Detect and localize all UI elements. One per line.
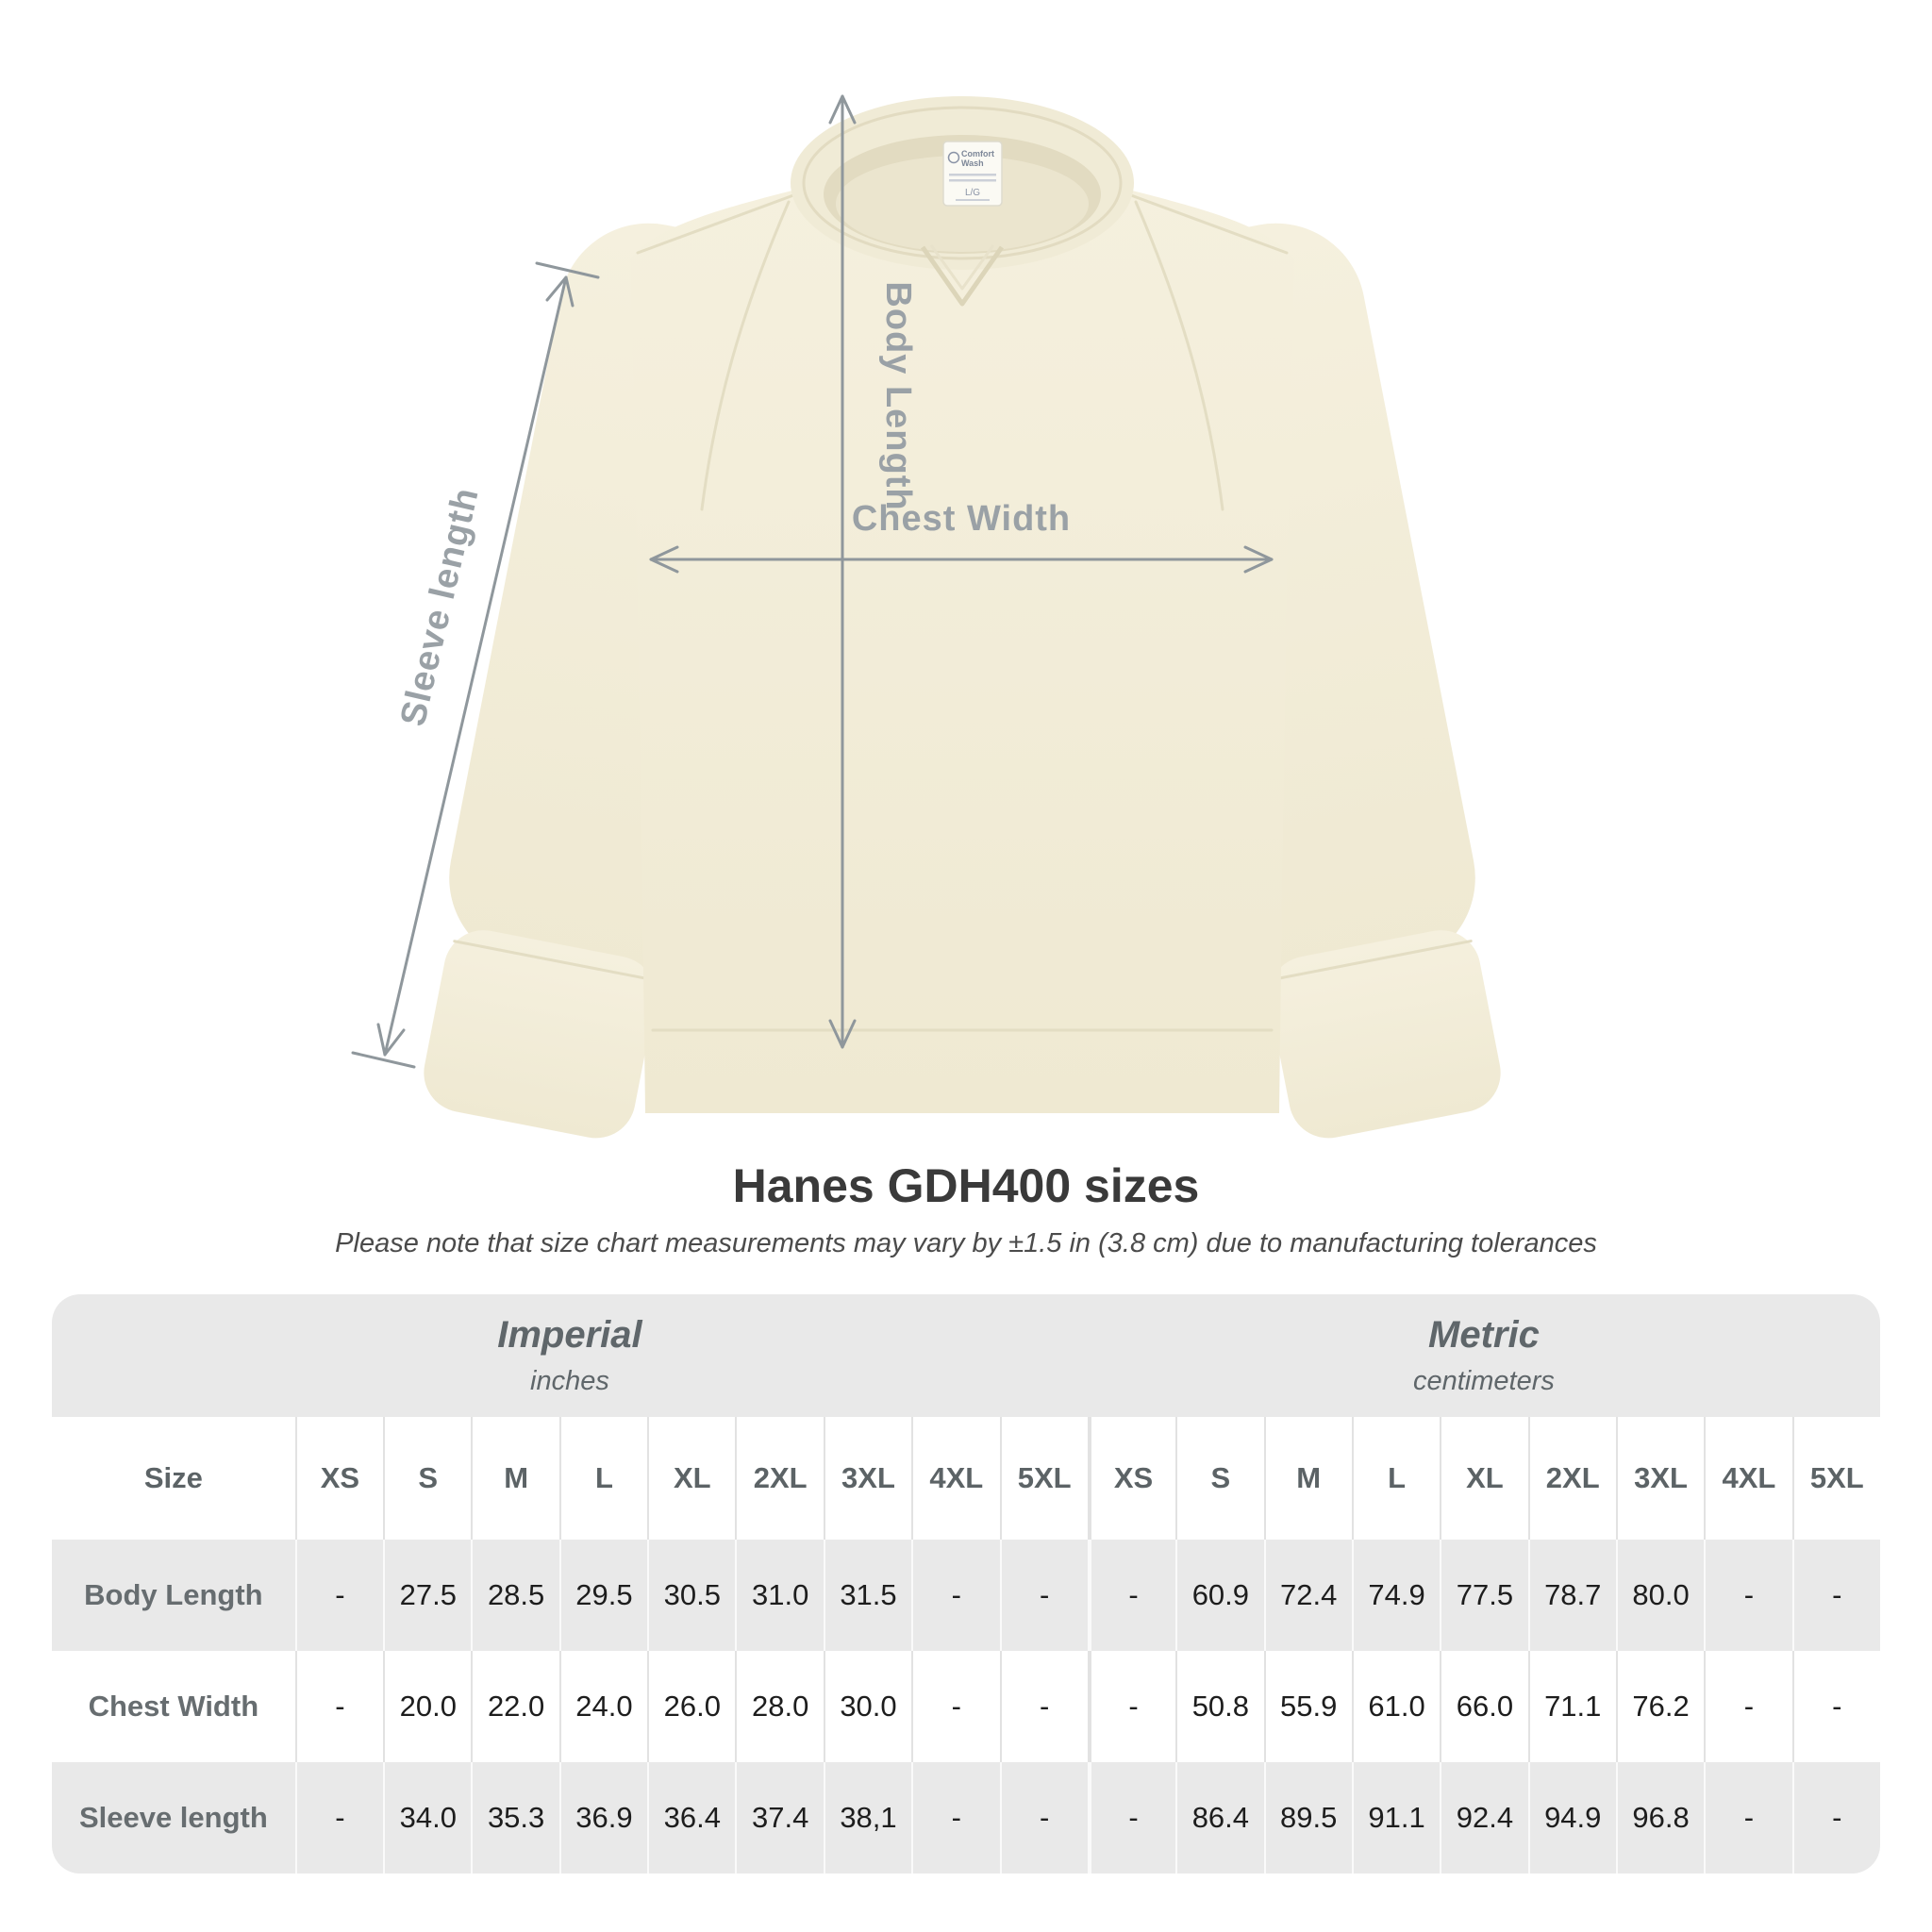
size-header: XS [1088, 1417, 1175, 1540]
size-header: M [471, 1417, 558, 1540]
value-cell: 30.5 [647, 1540, 735, 1651]
size-table [52, 1294, 1880, 1874]
value-cell: - [1792, 1651, 1880, 1762]
value-cell: 76.2 [1616, 1651, 1704, 1762]
heading [0, 1158, 1932, 1259]
value-cell: - [1000, 1540, 1088, 1651]
value-cell: 94.9 [1528, 1762, 1616, 1874]
sweatshirt-body [630, 168, 1294, 1113]
value-cell: - [1088, 1540, 1175, 1651]
value-cell: 24.0 [559, 1651, 647, 1762]
size-header: XS [295, 1417, 383, 1540]
metric-subtitle: centimeters [1412, 1366, 1555, 1396]
value-cell: - [911, 1651, 999, 1762]
corner-header: Size [52, 1417, 295, 1540]
value-cell: - [295, 1762, 383, 1874]
chest-width-row [52, 1651, 1880, 1762]
value-cell: - [295, 1651, 383, 1762]
value-cell: 91.1 [1352, 1762, 1440, 1874]
size-header: 3XL [1616, 1417, 1704, 1540]
size-header: L [559, 1417, 647, 1540]
value-cell: 72.4 [1264, 1540, 1352, 1651]
value-cell: 55.9 [1264, 1651, 1352, 1762]
size-header: XL [647, 1417, 735, 1540]
neck-tag-size: L/G [964, 188, 981, 198]
size-header: 2XL [735, 1417, 823, 1540]
value-cell: - [1704, 1540, 1791, 1651]
row-label: Body Length [52, 1540, 295, 1651]
neck-tag [943, 142, 1002, 206]
value-cell: 36.9 [559, 1762, 647, 1874]
value-cell: - [1704, 1651, 1791, 1762]
size-header: 3XL [824, 1417, 911, 1540]
body-length-row [52, 1540, 1880, 1651]
metric-title: Metric [1428, 1314, 1540, 1356]
value-cell: 92.4 [1440, 1762, 1527, 1874]
value-cell: 61.0 [1352, 1651, 1440, 1762]
imperial-title: Imperial [497, 1314, 642, 1356]
page-title: Hanes GDH400 sizes [732, 1159, 1200, 1212]
value-cell: 30.0 [824, 1651, 911, 1762]
value-cell: 26.0 [647, 1651, 735, 1762]
value-cell: 74.9 [1352, 1540, 1440, 1651]
value-cell: - [1088, 1651, 1175, 1762]
value-cell: 29.5 [559, 1540, 647, 1651]
value-cell: - [295, 1540, 383, 1651]
value-cell: 27.5 [383, 1540, 471, 1651]
value-cell: 71.1 [1528, 1651, 1616, 1762]
size-header: L [1352, 1417, 1440, 1540]
value-cell: - [911, 1540, 999, 1651]
value-cell: 28.5 [471, 1540, 558, 1651]
value-cell: - [1000, 1651, 1088, 1762]
neck-tag-brand-line2: Wash [961, 158, 984, 168]
value-cell: 96.8 [1616, 1762, 1704, 1874]
value-cell: 36.4 [647, 1762, 735, 1874]
metric-band [1088, 1294, 1880, 1417]
value-cell: - [1000, 1762, 1088, 1874]
size-header: 4XL [911, 1417, 999, 1540]
size-header-row [52, 1417, 1880, 1540]
value-cell: 89.5 [1264, 1762, 1352, 1874]
row-label: Chest Width [52, 1651, 295, 1762]
value-cell: 80.0 [1616, 1540, 1704, 1651]
value-cell: 31.0 [735, 1540, 823, 1651]
value-cell: 35.3 [471, 1762, 558, 1874]
value-cell: - [1704, 1762, 1791, 1874]
value-cell: - [1792, 1762, 1880, 1874]
value-cell: 60.9 [1175, 1540, 1263, 1651]
neck-tag-brand-line1: Comfort [961, 149, 994, 158]
value-cell: 66.0 [1440, 1651, 1527, 1762]
tolerance-note: Please note that size chart measurements may vary by ±1.5 in (3.8 cm) due to manufacturing tolerances [335, 1228, 1597, 1258]
value-cell: 77.5 [1440, 1540, 1527, 1651]
sleeve-length-row [52, 1762, 1880, 1874]
size-header: 5XL [1000, 1417, 1088, 1540]
value-cell: 22.0 [471, 1651, 558, 1762]
value-cell: 34.0 [383, 1762, 471, 1874]
unit-band-row [52, 1294, 1880, 1417]
value-cell: - [911, 1762, 999, 1874]
size-header: 2XL [1528, 1417, 1616, 1540]
size-header: 5XL [1792, 1417, 1880, 1540]
size-header: S [383, 1417, 471, 1540]
value-cell: 31.5 [824, 1540, 911, 1651]
size-header: M [1264, 1417, 1352, 1540]
value-cell: 20.0 [383, 1651, 471, 1762]
sleeve-length-label: Sleeve length [392, 483, 487, 730]
imperial-subtitle: inches [530, 1366, 609, 1396]
imperial-band [52, 1294, 1088, 1417]
size-header: S [1175, 1417, 1263, 1540]
body-length-label: Body Length [878, 281, 918, 511]
value-cell: 37.4 [735, 1762, 823, 1874]
value-cell: 28.0 [735, 1651, 823, 1762]
value-cell: - [1792, 1540, 1880, 1651]
value-cell: 86.4 [1175, 1762, 1263, 1874]
row-label: Sleeve length [52, 1762, 295, 1874]
size-header: 4XL [1704, 1417, 1791, 1540]
size-header: XL [1440, 1417, 1527, 1540]
value-cell: 78.7 [1528, 1540, 1616, 1651]
chest-width-label: Chest Width [851, 499, 1072, 539]
value-cell: 50.8 [1175, 1651, 1263, 1762]
value-cell: - [1088, 1762, 1175, 1874]
value-cell: 38,1 [824, 1762, 911, 1874]
